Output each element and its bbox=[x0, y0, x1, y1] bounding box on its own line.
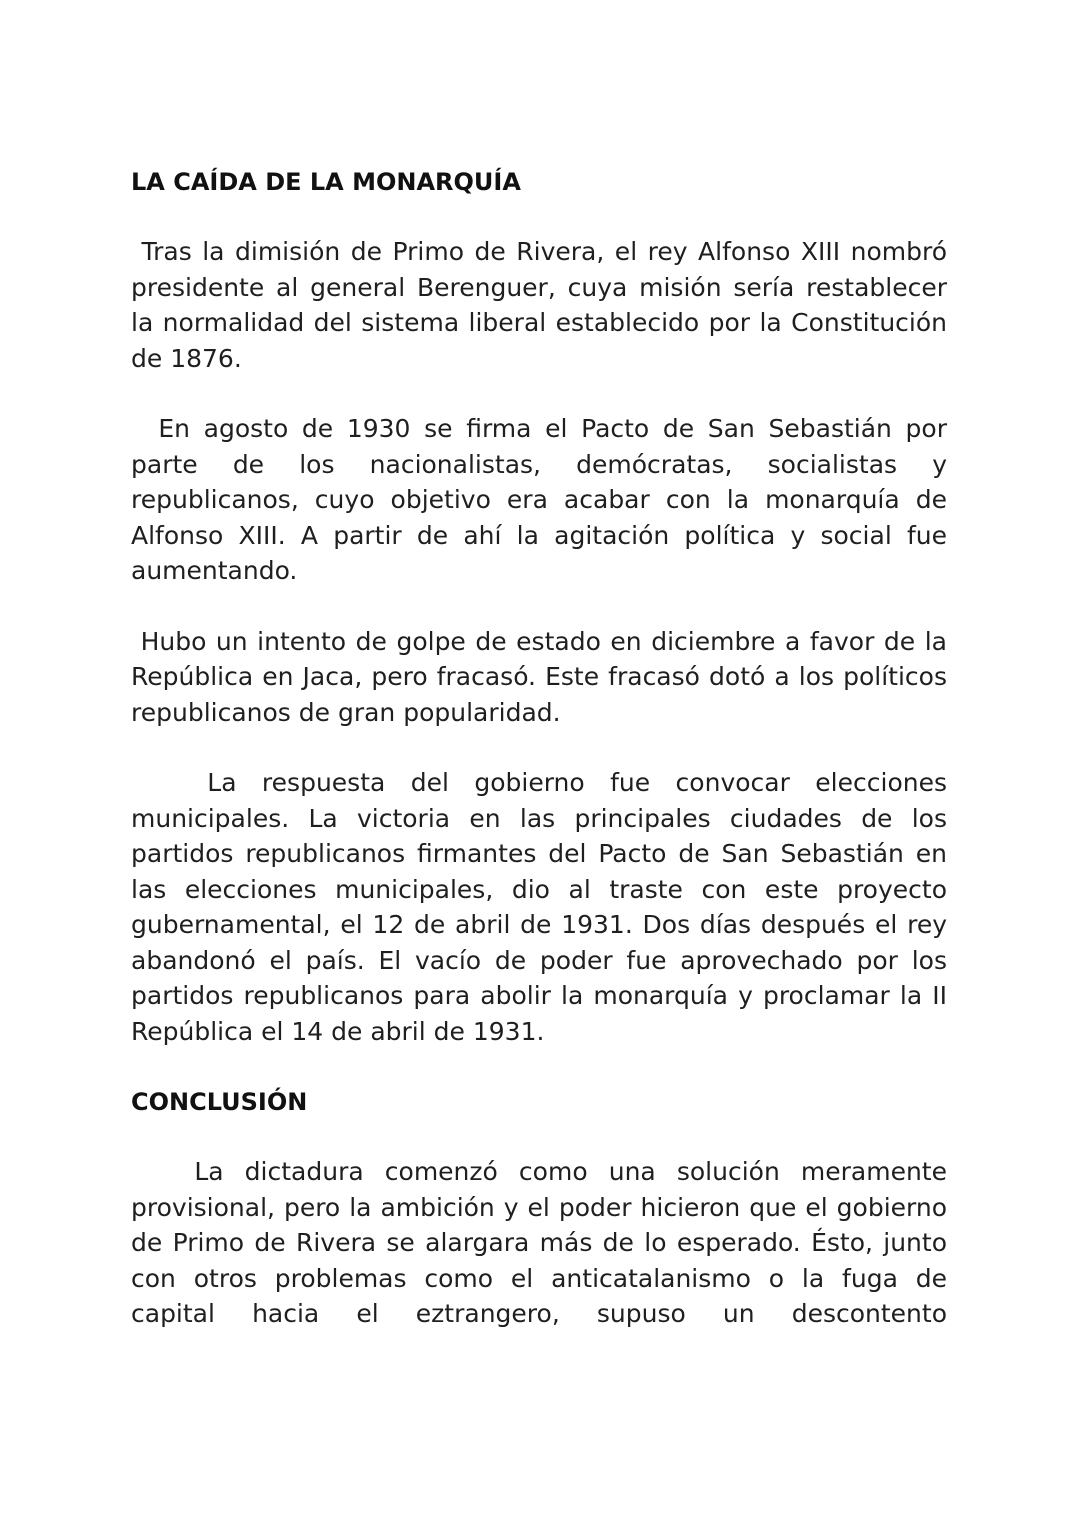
paragraph-pacto-san-sebastian: En agosto de 1930 se firma el Pacto de San Sebastián por parte de los nacionalistas, demócratas, socialistas y republicanos, cuyo objetivo era acabar con la monarquía de Alfonso XIII. A partir de ahí la agitación política y social fue aumentando. bbox=[131, 414, 955, 585]
paragraph-golpe-jaca: Hubo un intento de golpe de estado en diciembre a favor de la República en Jaca, pero fracasó. Este fracasó dotó a los políticos republicanos de gran popularidad. bbox=[131, 626, 955, 727]
paragraph-conclusion: La dictadura comenzó como una solución meramente provisional, pero la ambición y el poder hicieron que el gobierno de Primo de Rivera se alargara más de lo esperado. Ésto, junto con otros problemas como el anticatalanismo o la fuga de capital hacia el eztrangero, supuso un descontento bbox=[131, 1157, 955, 1328]
section-heading-caida-monarquia: LA CAÍDA DE LA MONARQUÍA bbox=[131, 168, 521, 196]
paragraph-dimision-primo-rivera: Tras la dimisión de Primo de Rivera, el rey Alfonso XIII nombró presidente al general Berenguer, cuya misión sería restablecer la normalidad del sistema liberal establecido por la Constitución de 1876. bbox=[131, 237, 955, 373]
section-heading-conclusion: CONCLUSIÓN bbox=[131, 1088, 308, 1116]
paragraph-elecciones-municipales: La respuesta del gobierno fue convocar elecciones municipales. La victoria en las principales ciudades de los partidos republicanos firmantes del Pacto de San Sebastián en las elecciones municipales, dio al traste con este proyecto gubernamental, el 12 de abril de 1931. Dos días después el rey abandonó el país. El vacío de poder fue aprovechado por los partidos republicanos para abolir la monarquía y proclamar la II República el 14 de abril de 1931. bbox=[131, 768, 955, 1046]
document-page bbox=[131, 163, 955, 1332]
